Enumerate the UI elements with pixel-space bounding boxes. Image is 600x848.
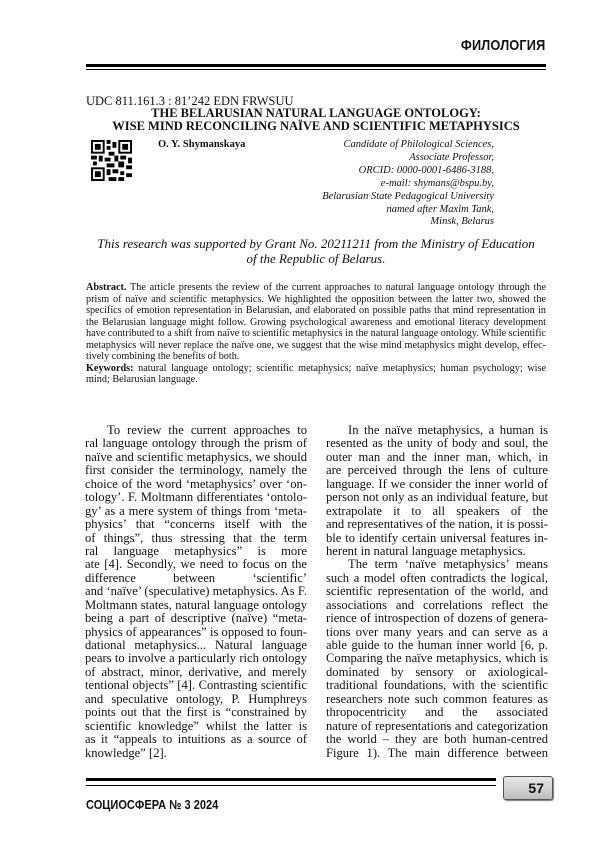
body-text-line: tions over many years and can serve as a — [326, 626, 548, 639]
abstract-line: tively combining the benefits of both. — [86, 351, 546, 363]
affiliation-line: Minsk, Belarus — [322, 216, 494, 229]
header-rule-thick — [86, 64, 546, 67]
body-text-line: such a model often contradicts the logical, — [326, 572, 548, 585]
abstract-line: have contributed to a shift from naïve to scientific metaphysics in the natural language ontology. While scientific — [86, 328, 546, 340]
body-text-line: naïve and scientific metaphysics, we should — [85, 451, 307, 464]
title-line: WISE MIND RECONCILING NAÏVE AND SCIENTIFIC METAPHYSICS — [86, 120, 546, 133]
body-text-line: tentional objects” [4]. Contrasting scientific — [85, 679, 307, 692]
title-line: THE BELARUSIAN NATURAL LANGUAGE ONTOLOGY: — [86, 107, 546, 120]
body-text-line: ral language metaphysics” is more — [85, 545, 307, 558]
affiliation-line: Belarusian State Pedagogical University — [322, 191, 494, 204]
journal-section-title: ФИЛОЛОГИЯ — [460, 37, 545, 54]
body-text-line: scientific knowledge” whilst the latter is — [85, 720, 307, 733]
body-text-line: of things”, thus stressing that the term — [85, 532, 307, 545]
body-text-line: rience of introspection of dozens of genera- — [326, 612, 548, 625]
body-text-line: and representatives of the nation, it is possi- — [326, 518, 548, 531]
body-text-line: able guide to the human inner world [6, p. — [326, 639, 548, 652]
author-name: O. Y. Shymanskaya — [158, 139, 245, 150]
body-text-line: difference between ‘scientific’ — [85, 572, 307, 585]
body-text-line: scientific representation of the world, and — [326, 585, 548, 598]
page-number: 57 — [503, 776, 553, 800]
abstract-label: Abstract. — [86, 282, 126, 293]
affiliation-line: e-mail: shymans@bspu.by, — [322, 178, 494, 191]
journal-issue: СОЦИОСФЕРА № 3 2024 — [86, 797, 218, 812]
body-text-line: herent in natural language metaphysics. — [326, 545, 548, 558]
grant-note — [86, 236, 546, 266]
body-text-line: ral language ontology through the prism of — [85, 437, 307, 450]
body-text-line: as it “appeals to intuitions as a source of — [85, 733, 307, 746]
body-text-line: To review the current approaches to — [85, 424, 307, 437]
body-text-line: physics’ that “concerns itself with the — [85, 518, 307, 531]
body-text-line: resented as the unity of body and soul, the — [326, 437, 548, 450]
udc-code: UDC 811.161.3 : 81’242 EDN FRWSUU — [86, 94, 294, 109]
abstract-line: the Belarusian language might follow. Growing psychological awareness and emotional literacy development — [86, 317, 546, 329]
affiliation-line: Associate Professor, — [322, 152, 494, 165]
affiliation-line: ORCID: 0000-0001-6486-3188, — [322, 165, 494, 178]
header-rule-thin — [86, 69, 546, 70]
abstract — [86, 282, 546, 386]
keywords-line: natural language ontology; scientific metaphysics; naïve metaphysics; human psychology; wise — [134, 363, 546, 374]
body-text-line: extrapolate it to all speakers of the — [326, 505, 548, 518]
body-text-line: Comparing the naïve metaphysics, which is — [326, 652, 548, 665]
body-text-line: nature of representations and categorization — [326, 720, 548, 733]
abstract-line: metaphysics will never replace the naïve one, we suggest that the wise mind metaphysics might develop, effec- — [86, 340, 546, 352]
body-text-line: and ‘naïve’ (speculative) metaphysics. As F. — [85, 585, 307, 598]
body-text-line: outer man and the inner man, which, in — [326, 451, 548, 464]
footer-rule-thin — [86, 785, 496, 786]
body-text-line: dominated by sensory or axiological- — [326, 666, 548, 679]
body-text-line: Moltmann states, natural language ontology — [85, 599, 307, 612]
keywords-line: mind; Belarusian language. — [86, 374, 546, 386]
body-text-line: the world – they are both human-centred — [326, 733, 548, 746]
body-text-line: physics of appearances” is opposed to foun- — [85, 626, 307, 639]
body-text-line: The term ‘naïve metaphysics’ means — [326, 558, 548, 571]
body-text-line: pears to involve a particularly rich ontology — [85, 652, 307, 665]
body-text-line: choice of the word ‘metaphysics’ over ‘on- — [85, 478, 307, 491]
body-text-line: are perceived through the lens of culture — [326, 464, 548, 477]
body-column-left — [85, 424, 307, 760]
abstract-line: prism of naïve and scientific metaphysics. We highlighted the opposition between the latter two, showed the — [86, 294, 546, 306]
body-text-line: and speculative ontology, P. Humphreys — [85, 693, 307, 706]
body-text-line: person not only as an individual feature, but — [326, 491, 548, 504]
qr-code-icon — [91, 140, 132, 181]
body-text-line: knowledge” [2]. — [85, 747, 307, 760]
affiliation-line: named after Maxim Tank, — [322, 204, 494, 217]
body-text-line: In the naïve metaphysics, a human is — [326, 424, 548, 437]
abstract-line: The article presents the review of the current approaches to natural language ontology through the — [126, 282, 546, 293]
body-text-line: gy’ as a mere system of things from ‘meta- — [85, 505, 307, 518]
body-column-right — [326, 424, 548, 760]
grant-line: This research was supported by Grant No. 20211211 from the Ministry of Education — [86, 236, 546, 251]
body-text-line: traditional foundations, with the scientific — [326, 679, 548, 692]
body-text-line: ble to identify certain universal features in- — [326, 532, 548, 545]
affiliation-line: Candidate of Philological Sciences, — [322, 139, 494, 152]
author-affiliation — [322, 139, 494, 229]
body-text-line: associations and correlations reflect the — [326, 599, 548, 612]
keywords-label: Keywords: — [86, 363, 134, 374]
footer-rule-thick — [86, 778, 496, 781]
body-text-line: points out that the first is “constrained by — [85, 706, 307, 719]
abstract-line: specifics of emotion representation in Belarusian, and elaborated on possible paths that mind representation in — [86, 305, 546, 317]
body-text-line: Figure 1). The main difference between — [326, 747, 548, 760]
article-title — [86, 107, 546, 133]
body-text-line: ate [4]. Secondly, we need to focus on the — [85, 558, 307, 571]
body-text-line: first consider the terminology, namely the — [85, 464, 307, 477]
body-text-line: of abstract, minor, derivative, and merely — [85, 666, 307, 679]
body-text-line: thropocentricity and the associated — [326, 706, 548, 719]
body-text-line: language. If we consider the inner world of — [326, 478, 548, 491]
body-text-line: researchers note such common features as — [326, 693, 548, 706]
body-text-line: tology’. F. Moltmann differentiates ‘ontolo- — [85, 491, 307, 504]
body-text-line: dational metaphysics... Natural language — [85, 639, 307, 652]
grant-line: of the Republic of Belarus. — [86, 251, 546, 266]
body-text-line: being a part of descriptive (naïve) “meta- — [85, 612, 307, 625]
